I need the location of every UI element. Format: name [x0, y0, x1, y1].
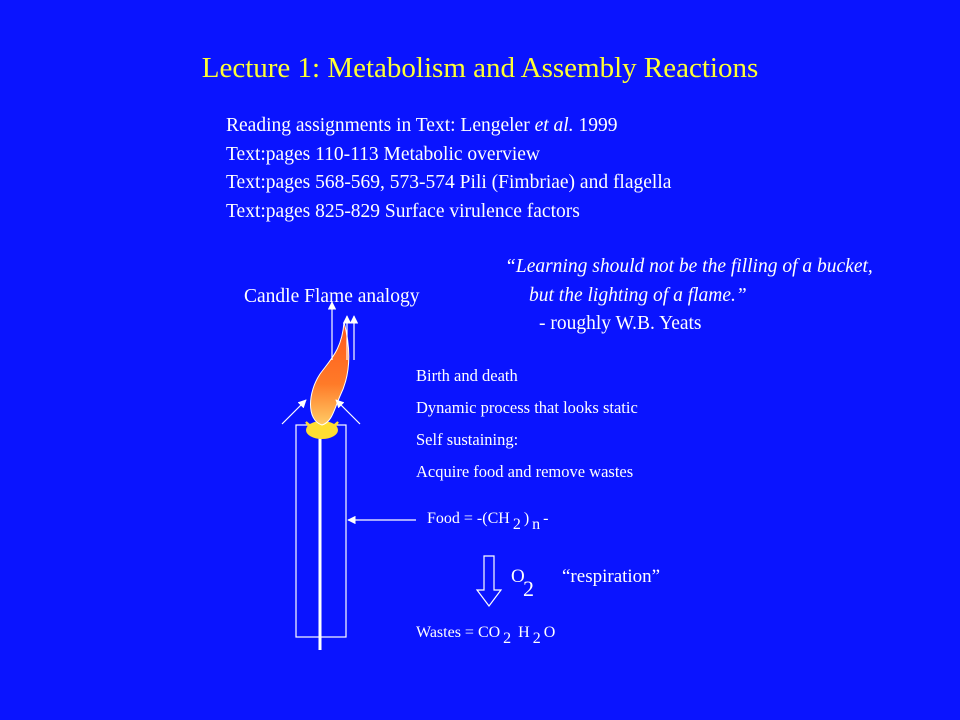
slide-title: Lecture 1: Metabolism and Assembly Reactions	[201, 52, 759, 84]
reading-line-3: Text:pages 568-569, 573-574 Pili (Fimbriae) and flagella	[226, 172, 672, 193]
reading-line-1-italic: et al.	[534, 115, 574, 136]
wastes-prefix: Wastes = CO	[416, 624, 501, 641]
air-arrow-right	[336, 400, 360, 424]
point-dynamic: Dynamic process that looks static	[416, 398, 638, 417]
reading-line-4: Text:pages 825-829 Surface virulence factors	[226, 200, 580, 222]
reading-line-1	[226, 112, 671, 141]
reading-line-1-prefix: Reading assignments in Text: Lengeler	[226, 115, 535, 136]
wastes-formula	[416, 624, 556, 647]
oxygen-sub: 2	[523, 576, 534, 601]
food-prefix: Food = -(CH	[427, 510, 510, 527]
food-formula	[427, 510, 549, 533]
food-paren: )	[523, 510, 530, 527]
oxygen-label	[511, 566, 534, 601]
wastes-mid: H	[514, 624, 530, 641]
flame-icon	[311, 322, 349, 425]
food-sub-2: 2	[512, 516, 521, 533]
respiration-label: “respiration”	[562, 566, 661, 587]
air-arrow-left	[282, 400, 306, 424]
respiration-arrow	[477, 556, 501, 606]
analogy-points	[416, 360, 638, 488]
yeats-quote	[505, 253, 873, 339]
point-birth-death: Birth and death	[416, 366, 518, 385]
reading-assignments	[226, 112, 671, 226]
quote-attribution: - roughly W.B. Yeats	[539, 313, 702, 334]
wastes-sub-2: 2	[532, 630, 541, 647]
quote-line-1: “Learning should not be the filling of a bucket,	[505, 256, 873, 277]
candle-label: Candle Flame analogy	[244, 286, 420, 307]
wastes-suffix: O	[543, 624, 556, 641]
oxygen-letter: O	[511, 566, 525, 587]
reading-line-2: Text:pages 110-113 Metabolic overview	[226, 143, 540, 165]
food-suffix: -	[543, 510, 549, 527]
reading-line-1-suffix: 1999	[573, 115, 618, 136]
point-self-sustaining: Self sustaining:	[416, 430, 519, 449]
point-food-wastes: Acquire food and remove wastes	[416, 462, 634, 481]
food-sub-n: n	[532, 516, 541, 533]
wastes-sub-1: 2	[503, 630, 512, 647]
quote-line-2: but the lighting of a flame.”	[529, 284, 747, 306]
